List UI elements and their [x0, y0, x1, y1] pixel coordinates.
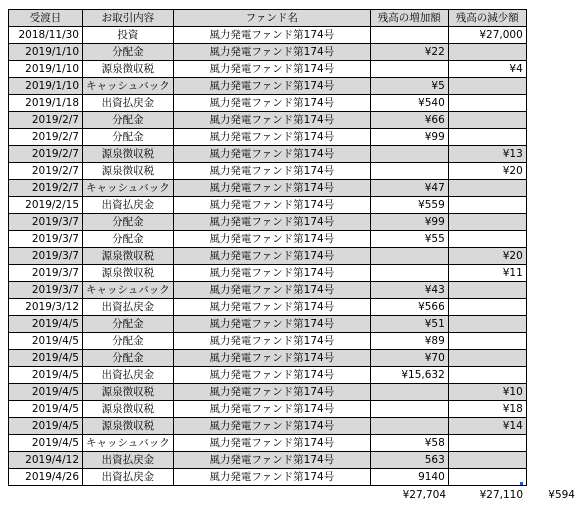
cell-increase[interactable]	[370, 265, 448, 282]
table-row[interactable]	[9, 129, 527, 146]
cell-increase[interactable]	[370, 163, 448, 180]
cell-type[interactable]: 源泉徴収税	[83, 61, 174, 78]
table-row[interactable]	[9, 61, 527, 78]
table-row[interactable]	[9, 401, 527, 418]
table-row[interactable]	[9, 95, 527, 112]
cell-type[interactable]: 出資払戻金	[83, 299, 174, 316]
cell-type[interactable]: 源泉徴収税	[83, 163, 174, 180]
cell-date[interactable]: 2019/2/7	[9, 146, 83, 163]
cell-fund[interactable]: 風力発電ファンド第174号	[173, 163, 370, 180]
cell-increase[interactable]: ¥89	[370, 333, 448, 350]
cell-increase[interactable]: ¥51	[370, 316, 448, 333]
cell-date[interactable]: 2019/2/7	[9, 180, 83, 197]
cell-type[interactable]: 分配金	[83, 231, 174, 248]
cell-type[interactable]: 出資払戻金	[83, 469, 174, 486]
table-row[interactable]	[9, 333, 527, 350]
cell-decrease[interactable]	[448, 350, 526, 367]
cell-increase[interactable]: ¥66	[370, 112, 448, 129]
cell-fund[interactable]: 風力発電ファンド第174号	[173, 95, 370, 112]
cell-fund[interactable]: 風力発電ファンド第174号	[173, 129, 370, 146]
cell-type[interactable]: キャッシュバック	[83, 282, 174, 299]
cell-decrease[interactable]	[448, 452, 526, 469]
cell-fund[interactable]: 風力発電ファンド第174号	[173, 61, 370, 78]
header-type: お取引内容	[83, 10, 174, 27]
cell-date[interactable]: 2019/2/15	[9, 197, 83, 214]
table-row[interactable]	[9, 27, 527, 44]
cell-fund[interactable]: 風力発電ファンド第174号	[173, 265, 370, 282]
table-row[interactable]	[9, 435, 527, 452]
cell-type[interactable]: 投資	[83, 27, 174, 44]
cell-decrease[interactable]	[448, 112, 526, 129]
selection-fill-handle[interactable]	[520, 482, 523, 485]
cell-increase[interactable]	[370, 418, 448, 435]
cell-date[interactable]: 2019/3/7	[9, 248, 83, 265]
header-date: 受渡日	[9, 10, 83, 27]
cell-decrease[interactable]: ¥20	[448, 248, 526, 265]
cell-increase[interactable]: ¥70	[370, 350, 448, 367]
cell-increase[interactable]: ¥58	[370, 435, 448, 452]
transaction-table	[8, 9, 527, 486]
cell-decrease[interactable]	[448, 282, 526, 299]
cell-date[interactable]: 2019/2/7	[9, 129, 83, 146]
cell-decrease[interactable]	[448, 129, 526, 146]
cell-decrease[interactable]: ¥27,000	[448, 27, 526, 44]
table-row[interactable]	[9, 350, 527, 367]
cell-fund[interactable]: 風力発電ファンド第174号	[173, 367, 370, 384]
cell-type[interactable]: キャッシュバック	[83, 435, 174, 452]
table-row[interactable]	[9, 469, 527, 486]
cell-date[interactable]: 2019/4/5	[9, 435, 83, 452]
cell-increase[interactable]: ¥15,632	[370, 367, 448, 384]
cell-date[interactable]: 2019/3/7	[9, 265, 83, 282]
cell-increase[interactable]: ¥43	[370, 282, 448, 299]
cell-type[interactable]: 分配金	[83, 350, 174, 367]
cell-fund[interactable]: 風力発電ファンド第174号	[173, 248, 370, 265]
cell-date[interactable]: 2018/11/30	[9, 27, 83, 44]
cell-increase[interactable]: ¥559	[370, 197, 448, 214]
cell-decrease[interactable]: ¥14	[448, 418, 526, 435]
cell-type[interactable]: 分配金	[83, 129, 174, 146]
cell-fund[interactable]: 風力発電ファンド第174号	[173, 146, 370, 163]
cell-type[interactable]: 源泉徴収税	[83, 265, 174, 282]
cell-increase[interactable]: ¥5	[370, 78, 448, 95]
cell-increase[interactable]: ¥566	[370, 299, 448, 316]
cell-decrease[interactable]	[448, 180, 526, 197]
cell-type[interactable]: 出資払戻金	[83, 452, 174, 469]
cell-decrease[interactable]	[448, 435, 526, 452]
cell-fund[interactable]: 風力発電ファンド第174号	[173, 401, 370, 418]
cell-date[interactable]: 2019/4/12	[9, 452, 83, 469]
cell-decrease[interactable]	[448, 197, 526, 214]
cell-increase[interactable]: 9140	[370, 469, 448, 486]
cell-type[interactable]: 分配金	[83, 112, 174, 129]
cell-fund[interactable]: 風力発電ファンド第174号	[173, 435, 370, 452]
cell-decrease[interactable]	[448, 333, 526, 350]
cell-date[interactable]: 2019/4/5	[9, 316, 83, 333]
cell-type[interactable]: 出資払戻金	[83, 367, 174, 384]
table-row[interactable]	[9, 197, 527, 214]
cell-type[interactable]: キャッシュバック	[83, 78, 174, 95]
cell-date[interactable]: 2019/2/7	[9, 112, 83, 129]
cell-decrease[interactable]: ¥13	[448, 146, 526, 163]
cell-date[interactable]: 2019/1/10	[9, 61, 83, 78]
cell-date[interactable]: 2019/4/26	[9, 469, 83, 486]
table-row[interactable]	[9, 44, 527, 61]
cell-fund[interactable]: 風力発電ファンド第174号	[173, 452, 370, 469]
table-row[interactable]	[9, 265, 527, 282]
cell-decrease[interactable]	[448, 316, 526, 333]
cell-decrease[interactable]: ¥20	[448, 163, 526, 180]
cell-date[interactable]: 2019/1/10	[9, 44, 83, 61]
cell-date[interactable]: 2019/4/5	[9, 384, 83, 401]
cell-type[interactable]: 分配金	[83, 333, 174, 350]
cell-fund[interactable]: 風力発電ファンド第174号	[173, 418, 370, 435]
header-fund: ファンド名	[173, 10, 370, 27]
table-row[interactable]	[9, 282, 527, 299]
totals-row	[0, 487, 581, 503]
cell-date[interactable]: 2019/3/7	[9, 214, 83, 231]
cell-fund[interactable]: 風力発電ファンド第174号	[173, 180, 370, 197]
cell-date[interactable]: 2019/2/7	[9, 163, 83, 180]
cell-increase[interactable]	[370, 384, 448, 401]
cell-date[interactable]: 2019/3/12	[9, 299, 83, 316]
table-row[interactable]	[9, 78, 527, 95]
table-row[interactable]	[9, 214, 527, 231]
cell-decrease[interactable]	[448, 299, 526, 316]
cell-fund[interactable]: 風力発電ファンド第174号	[173, 78, 370, 95]
cell-increase[interactable]: ¥99	[370, 129, 448, 146]
cell-date[interactable]: 2019/4/5	[9, 333, 83, 350]
cell-increase[interactable]: ¥540	[370, 95, 448, 112]
cell-type[interactable]: 分配金	[83, 44, 174, 61]
cell-fund[interactable]: 風力発電ファンド第174号	[173, 350, 370, 367]
cell-fund[interactable]: 風力発電ファンド第174号	[173, 197, 370, 214]
cell-increase[interactable]: 563	[370, 452, 448, 469]
cell-decrease[interactable]	[448, 469, 526, 486]
cell-decrease[interactable]	[448, 78, 526, 95]
cell-increase[interactable]	[370, 248, 448, 265]
table-row[interactable]	[9, 384, 527, 401]
cell-type[interactable]: 分配金	[83, 214, 174, 231]
table-row[interactable]	[9, 248, 527, 265]
header-increase: 残高の増加額	[370, 10, 448, 27]
table-row[interactable]	[9, 367, 527, 384]
cell-date[interactable]: 2019/4/5	[9, 401, 83, 418]
cell-type[interactable]: 源泉徴収税	[83, 384, 174, 401]
cell-increase[interactable]	[370, 401, 448, 418]
cell-decrease[interactable]	[448, 231, 526, 248]
cell-type[interactable]: 源泉徴収税	[83, 418, 174, 435]
table-row[interactable]	[9, 299, 527, 316]
cell-fund[interactable]: 風力発電ファンド第174号	[173, 299, 370, 316]
cell-decrease[interactable]	[448, 214, 526, 231]
cell-type[interactable]: 源泉徴収税	[83, 401, 174, 418]
cell-decrease[interactable]: ¥4	[448, 61, 526, 78]
cell-decrease[interactable]: ¥10	[448, 384, 526, 401]
cell-fund[interactable]: 風力発電ファンド第174号	[173, 231, 370, 248]
cell-fund[interactable]: 風力発電ファンド第174号	[173, 384, 370, 401]
cell-fund[interactable]: 風力発電ファンド第174号	[173, 27, 370, 44]
cell-increase[interactable]	[370, 27, 448, 44]
cell-date[interactable]: 2019/1/18	[9, 95, 83, 112]
cell-increase[interactable]: ¥22	[370, 44, 448, 61]
cell-increase[interactable]: ¥55	[370, 231, 448, 248]
cell-fund[interactable]: 風力発電ファンド第174号	[173, 44, 370, 61]
cell-fund[interactable]: 風力発電ファンド第174号	[173, 469, 370, 486]
cell-date[interactable]: 2019/1/10	[9, 78, 83, 95]
header-decrease: 残高の減少額	[448, 10, 526, 27]
cell-type[interactable]: キャッシュバック	[83, 180, 174, 197]
table-row[interactable]	[9, 418, 527, 435]
cell-increase[interactable]: ¥47	[370, 180, 448, 197]
table-row[interactable]	[9, 146, 527, 163]
table-row[interactable]	[9, 316, 527, 333]
table-row[interactable]	[9, 112, 527, 129]
cell-date[interactable]: 2019/4/5	[9, 418, 83, 435]
total-net: ¥594	[548, 489, 575, 501]
table-row[interactable]	[9, 231, 527, 248]
cell-decrease[interactable]: ¥18	[448, 401, 526, 418]
cell-date[interactable]: 2019/4/5	[9, 350, 83, 367]
cell-date[interactable]: 2019/4/5	[9, 367, 83, 384]
table-body	[9, 27, 527, 486]
total-decrease: ¥27,110	[479, 489, 523, 501]
cell-type[interactable]: 源泉徴収税	[83, 146, 174, 163]
cell-increase[interactable]	[370, 146, 448, 163]
cell-fund[interactable]: 風力発電ファンド第174号	[173, 316, 370, 333]
cell-type[interactable]: 分配金	[83, 316, 174, 333]
cell-type[interactable]: 源泉徴収税	[83, 248, 174, 265]
table-row[interactable]	[9, 452, 527, 469]
cell-decrease[interactable]	[448, 95, 526, 112]
cell-decrease[interactable]	[448, 44, 526, 61]
cell-fund[interactable]: 風力発電ファンド第174号	[173, 214, 370, 231]
table-row[interactable]	[9, 163, 527, 180]
cell-fund[interactable]: 風力発電ファンド第174号	[173, 112, 370, 129]
cell-decrease[interactable]: ¥11	[448, 265, 526, 282]
cell-increase[interactable]	[370, 61, 448, 78]
cell-type[interactable]: 出資払戻金	[83, 95, 174, 112]
cell-type[interactable]: 出資払戻金	[83, 197, 174, 214]
header-row	[9, 10, 527, 27]
total-increase: ¥27,704	[402, 489, 446, 501]
cell-increase[interactable]: ¥99	[370, 214, 448, 231]
cell-date[interactable]: 2019/3/7	[9, 282, 83, 299]
table-row[interactable]	[9, 180, 527, 197]
cell-fund[interactable]: 風力発電ファンド第174号	[173, 333, 370, 350]
cell-fund[interactable]: 風力発電ファンド第174号	[173, 282, 370, 299]
cell-decrease[interactable]	[448, 367, 526, 384]
cell-date[interactable]: 2019/3/7	[9, 231, 83, 248]
